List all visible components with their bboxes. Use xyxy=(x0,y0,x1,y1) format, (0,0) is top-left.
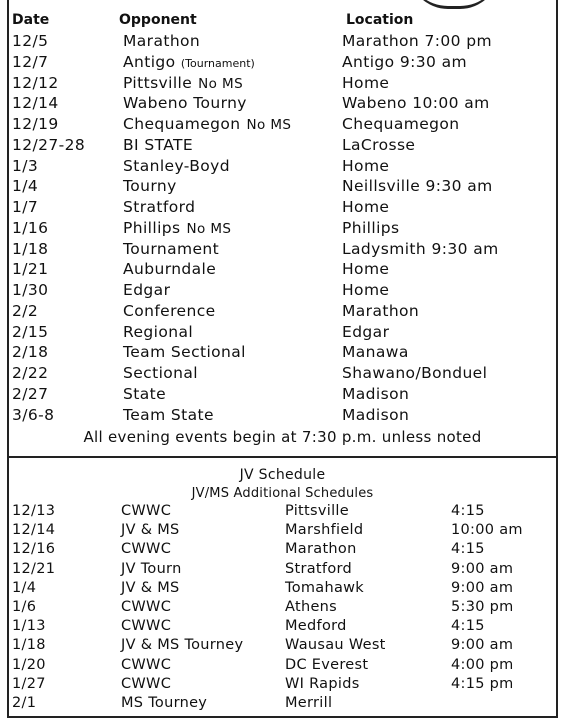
jv-schedule-title: JV Schedule xyxy=(239,467,326,483)
match-opponent xyxy=(123,385,166,403)
jv-date: 12/21 xyxy=(12,560,56,577)
match-opponent xyxy=(123,74,243,92)
jv-time: 4:15 pm xyxy=(451,675,514,692)
match-date: 1/4 xyxy=(12,177,39,196)
match-date: 2/22 xyxy=(12,364,49,382)
jv-location: Pittsville xyxy=(285,503,349,519)
jv-event: JV Tourn xyxy=(121,560,182,577)
jv-event: MS Tourney xyxy=(121,695,208,711)
match-location: Home xyxy=(342,260,390,279)
jv-time: 9:00 am xyxy=(451,560,514,577)
jv-time: 10:00 am xyxy=(451,522,523,539)
schedule-sheet xyxy=(7,0,558,718)
match-date: 1/3 xyxy=(12,156,39,175)
jv-location: Marathon xyxy=(285,541,357,558)
jv-date: 1/18 xyxy=(12,637,46,654)
jv-date: 1/13 xyxy=(12,618,46,635)
match-date: 1/7 xyxy=(12,198,39,216)
match-opponent xyxy=(123,343,246,361)
match-date: 12/27-28 xyxy=(12,135,86,154)
jv-location: Stratford xyxy=(285,560,353,577)
match-date: 2/15 xyxy=(12,322,49,341)
opponent-name: State xyxy=(123,384,167,403)
opponent-name: Marathon xyxy=(123,32,201,50)
evening-events-note: All evening events begin at 7:30 p.m. unless noted xyxy=(83,428,482,446)
match-opponent xyxy=(123,94,247,112)
match-location: Home xyxy=(342,281,390,299)
match-date: 12/14 xyxy=(12,94,59,113)
match-opponent xyxy=(123,198,195,216)
jv-time: 5:30 pm xyxy=(451,599,514,615)
jv-time: 4:15 xyxy=(451,541,485,558)
jv-time: 4:15 xyxy=(451,618,485,635)
match-date: 12/19 xyxy=(12,115,59,133)
match-date: 3/6-8 xyxy=(12,405,55,424)
opponent-name: Auburndale xyxy=(123,260,217,279)
jv-location: Medford xyxy=(285,618,347,635)
match-opponent xyxy=(123,364,198,382)
jv-location: Wausau West xyxy=(285,637,386,654)
jv-time: 9:00 am xyxy=(451,579,514,596)
match-location: Marathon xyxy=(342,301,420,320)
opponent-name: Regional xyxy=(123,322,194,341)
match-location: Ladysmith 9:30 am xyxy=(342,239,499,258)
match-location: Home xyxy=(342,73,390,92)
opponent-header: Opponent xyxy=(119,12,197,28)
opponent-name: Stratford xyxy=(123,198,196,216)
opponent-name: Tournament xyxy=(123,239,220,258)
jv-event: CWWC xyxy=(121,541,172,558)
opponent-name: Chequamegon xyxy=(123,115,241,133)
match-location: Edgar xyxy=(342,322,390,341)
opponent-name: Wabeno Tourny xyxy=(123,94,247,113)
match-opponent xyxy=(123,302,216,320)
jv-ms-subtitle: JV/MS Additional Schedules xyxy=(191,486,374,501)
match-location: Neillsville 9:30 am xyxy=(342,177,493,196)
match-opponent xyxy=(123,115,291,133)
match-opponent xyxy=(123,281,170,299)
jv-location: Marshfield xyxy=(285,522,364,539)
match-date: 12/5 xyxy=(12,32,49,50)
jv-location: DC Everest xyxy=(285,656,369,673)
match-date: 1/21 xyxy=(12,260,49,279)
jv-time: 4:15 xyxy=(451,503,485,519)
section-divider xyxy=(9,456,556,458)
match-opponent xyxy=(123,406,214,424)
cropped-title-arc xyxy=(409,0,499,9)
jv-event: JV & MS Tourney xyxy=(121,637,244,654)
jv-event: CWWC xyxy=(121,656,172,673)
ms-note: No MS xyxy=(198,75,244,92)
opponent-name: Team Sectional xyxy=(123,343,246,362)
match-opponent xyxy=(123,177,177,195)
match-location: LaCrosse xyxy=(342,135,416,154)
jv-event: JV & MS xyxy=(121,579,180,596)
jv-location: Tomahawk xyxy=(285,579,365,596)
match-opponent xyxy=(123,323,193,341)
jv-location: WI Rapids xyxy=(285,675,360,692)
match-location: Wabeno 10:00 am xyxy=(342,94,490,113)
match-location: Home xyxy=(342,198,390,216)
ms-note: No MS xyxy=(186,220,232,237)
jv-date: 12/14 xyxy=(12,522,56,539)
match-location: Madison xyxy=(342,384,410,403)
opponent-name: Conference xyxy=(123,301,216,320)
opponent-name: Pittsville xyxy=(123,73,193,92)
location-header: Location xyxy=(346,12,414,28)
match-location: Manawa xyxy=(342,343,409,362)
match-opponent xyxy=(123,136,193,154)
jv-date: 1/27 xyxy=(12,675,46,692)
jv-date: 1/6 xyxy=(12,599,37,615)
jv-date: 1/4 xyxy=(12,579,37,596)
jv-event: CWWC xyxy=(121,599,172,615)
match-opponent xyxy=(123,240,219,258)
jv-date: 12/16 xyxy=(12,541,56,558)
match-opponent xyxy=(123,219,231,237)
jv-time: 4:00 pm xyxy=(451,656,514,673)
match-date: 12/7 xyxy=(12,52,49,71)
match-opponent xyxy=(123,32,200,50)
match-date: 1/30 xyxy=(12,281,49,299)
match-location: Chequamegon xyxy=(342,115,460,133)
opponent-name: Sectional xyxy=(123,364,198,382)
match-opponent xyxy=(123,260,216,278)
jv-date: 12/13 xyxy=(12,503,56,519)
opponent-name: Team State xyxy=(123,405,214,424)
match-location: Antigo 9:30 am xyxy=(342,52,467,71)
jv-date: 2/1 xyxy=(12,695,37,711)
opponent-name: BI STATE xyxy=(123,135,194,154)
jv-date: 1/20 xyxy=(12,656,46,673)
match-opponent xyxy=(123,53,255,71)
match-date: 2/27 xyxy=(12,384,49,403)
match-date: 2/2 xyxy=(12,301,39,320)
match-location: Madison xyxy=(342,405,410,424)
date-header: Date xyxy=(12,12,50,28)
opponent-name: Antigo xyxy=(123,52,176,71)
match-location: Shawano/Bonduel xyxy=(342,364,488,382)
opponent-name: Edgar xyxy=(123,281,171,299)
match-opponent xyxy=(123,157,230,175)
jv-location: Merrill xyxy=(285,695,333,711)
jv-time: 9:00 am xyxy=(451,637,514,654)
jv-event: JV & MS xyxy=(121,522,180,539)
match-location: Home xyxy=(342,156,390,175)
match-location: Phillips xyxy=(342,218,400,237)
jv-location: Athens xyxy=(285,599,338,615)
match-date: 1/16 xyxy=(12,218,49,237)
match-location: Marathon 7:00 pm xyxy=(342,32,492,50)
jv-event: CWWC xyxy=(121,618,172,635)
opponent-name: Tourny xyxy=(123,177,177,196)
ms-note: No MS xyxy=(246,117,292,133)
match-date: 12/12 xyxy=(12,73,59,92)
match-date: 2/18 xyxy=(12,343,49,362)
opponent-name: Stanley-Boyd xyxy=(123,156,230,175)
match-date: 1/18 xyxy=(12,239,49,258)
jv-event: CWWC xyxy=(121,503,172,519)
jv-event: CWWC xyxy=(121,675,172,692)
opponent-note: (Tournament) xyxy=(180,56,255,70)
opponent-name: Phillips xyxy=(123,218,181,237)
